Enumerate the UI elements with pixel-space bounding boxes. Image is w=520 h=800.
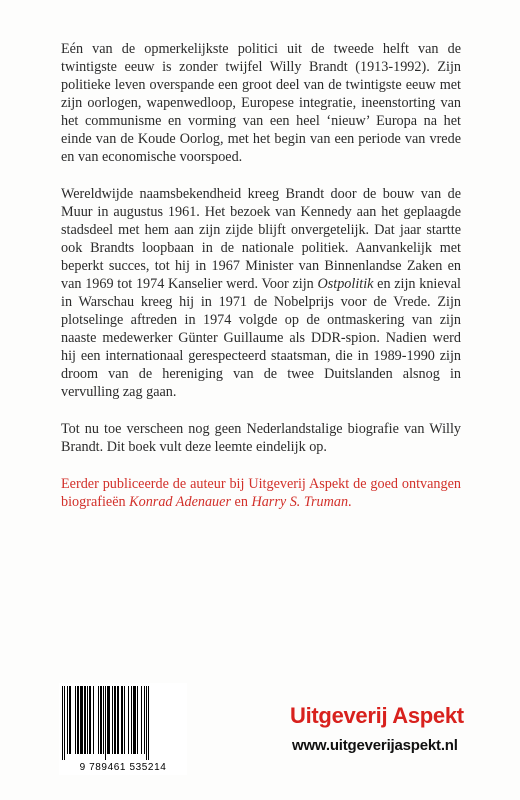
blurb-text [61,40,461,530]
barcode-bars [62,686,182,758]
paragraph-first-biography: Tot nu toe verscheen nog geen Nederlandstalige biografie van Willy Brandt. Dit boek vult deze leemte eindelijk op. [61,421,461,455]
paragraph-previous-works [61,475,461,511]
previous-works-intro: Eerder publiceerde de auteur bij Uitgeverij Aspekt de goed ontvangen biografieën [61,476,461,510]
paragraph-intro: Eén van de opmerkelijkste politici uit de tweede helft van de twintigste eeuw is zonder twijfel Willy Brandt (1913-1992). Zijn politieke leven overspande een groot deel van de twintigste eeuw met zijn oorlogen, wapenwedloop, Europese integratie, ineenstorting van het communisme en vorming van een heel ‘nieuw’ Europa na het einde van de Koude Oorlog, met het begin van een periode van vrede en van economische voorspoed. [61,41,461,165]
paragraph-career [61,185,461,401]
previous-works-period: . [348,494,352,510]
isbn-barcode [59,683,187,775]
paragraph-career-part1: Wereldwijde naamsbekendheid kreeg Brandt door de bouw van de Muur in augustus 1961. Het bezoek van Kennedy aan het geplaagde stadsdeel met hem aan zijn zijde blijft onvergetelijk. Dat jaar startte ook Brandts loopbaan in de nationale politiek. Aanvankelijk met beperkt succes, tot hij in 1967 Minister van Binnenlandse Zaken en van 1969 tot 1974 Kanselier werd. Voor zijn [61,186,461,292]
publisher-website: www.uitgeverijaspekt.nl [292,737,458,754]
previous-works-and: en [230,494,252,510]
barcode-bar [148,686,149,760]
publisher-logo-name: Uitgeverij Aspekt [290,703,464,728]
isbn-number: 9 789461 535214 [79,762,167,773]
paragraph-career-part2: en zijn knieval in Warschau kreeg hij in 1971 de Nobelprijs voor de Vrede. Zijn plotselinge aftreden in 1974 volgde op de ontmaskering van zijn naaste medewerker Günter Guillaume als DDR-spion. Nadien werd hij een internationaal gerespecteerd staatsman, die in 1989-1990 zijn droom van de hereniging van de twee Duitslanden alsnog in vervulling zag gaan. [61,276,461,400]
title-harry-truman: Harry S. Truman [251,494,349,510]
ostpolitik-term: Ostpolitik [317,276,374,292]
title-konrad-adenauer: Konrad Adenauer [129,494,231,510]
